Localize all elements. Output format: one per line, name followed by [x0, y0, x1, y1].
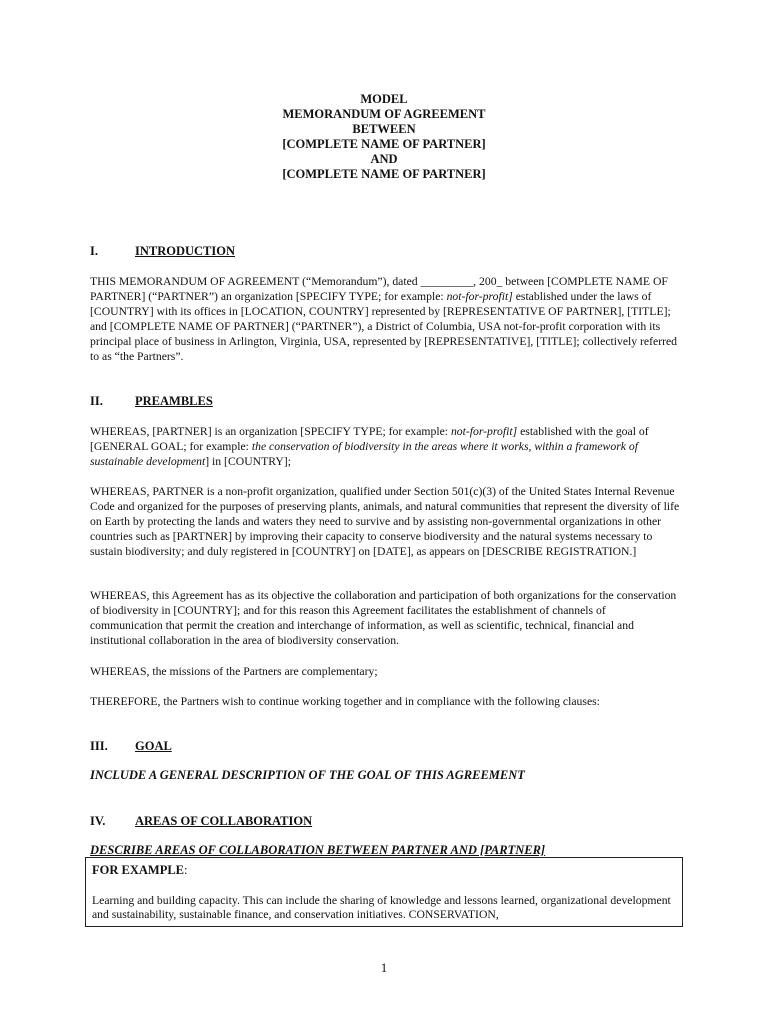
whereas-text-part: WHEREAS, [PARTNER] is an organization [SPECIFY TYPE; for example:: [90, 425, 451, 438]
section-heading-areas: [90, 814, 312, 829]
whereas-text-part: ] in [COUNTRY];: [205, 455, 291, 468]
section-title: PREAMBLES: [135, 394, 213, 408]
page-number: 1: [380, 960, 388, 975]
title-line-between: BETWEEN: [352, 122, 416, 136]
section-number: III.: [90, 739, 108, 753]
section-title: GOAL: [135, 739, 172, 753]
example-box-text: Learning and building capacity. This can include the sharing of knowledge and lessons learned, organizational development and sustainability, sustainable finance, and conservation initiatives. CONSERVATION,: [92, 894, 671, 921]
intro-text-part: established under the laws of [COUNTRY] with its offices in [LOCATION, COUNTRY] represented by [REPRESENTATIVE OF PARTNER], [TITLE]; and [COMPLETE NAME OF PARTNER] (“PARTNER”), a District of Columbia, USA not-for-profit corporation with its principal place of business in Arlington, Virginia, USA, represented by [REPRESENTATIVE], [TITLE]; collectively referred to as “the Partners”.: [90, 290, 678, 363]
title-line-and: AND: [370, 152, 398, 166]
section-heading-goal: [90, 739, 172, 754]
whereas-paragraph-2: WHEREAS, PARTNER is a non-profit organization, qualified under Section 501(c)(3) of the United States Internal Revenue Code and organized for the purposes of preserving plants, animals, and natural communities that represent the diversity of life on Earth by protecting the lands and waters they need to survive and by assisting non-governmental organizations in other countries such as [PARTNER] by improving their capacity to conserve biodiversity and the natural systems necessary to sustain biodiversity; and duly registered in [COUNTRY] on [DATE], as appears on [DESCRIBE REGISTRATION.]: [90, 485, 680, 558]
intro-text-part: THIS MEMORANDUM OF AGREEMENT (“Memorandum”), dated _________, 200_ between [COMPLETE NAME OF PARTNER] (“PARTNER”) an organization [SPECIFY TYPE; for example:: [90, 275, 668, 303]
therefore-paragraph: THEREFORE, the Partners wish to continue working together and in compliance with the following clauses:: [90, 695, 600, 708]
example-box: [85, 857, 683, 927]
title-line-model: MODEL: [360, 92, 408, 106]
example-heading-text: FOR EXAMPLE: [92, 863, 185, 877]
title-line-memorandum: MEMORANDUM OF AGREEMENT: [282, 107, 486, 121]
goal-instruction: INCLUDE A GENERAL DESCRIPTION OF THE GOAL OF THIS AGREEMENT: [90, 768, 525, 782]
section-title: AREAS OF COLLABORATION: [135, 814, 313, 828]
intro-italic-text: not-for-profit]: [446, 290, 513, 303]
section-number: II.: [90, 394, 103, 408]
whereas-italic-text: not-for-profit]: [450, 425, 518, 438]
whereas-paragraph-4: WHEREAS, the missions of the Partners are complementary;: [90, 665, 378, 678]
whereas-italic-text: the conservation of biodiversity in the areas where it works, within a framework of sustainable development: [90, 440, 638, 468]
section-heading-introduction: [90, 244, 235, 259]
section-title: INTRODUCTION: [135, 244, 236, 258]
whereas-paragraph-1: [90, 424, 680, 469]
section-number: IV.: [90, 814, 106, 828]
areas-instruction: DESCRIBE AREAS OF COLLABORATION BETWEEN PARTNER AND [PARTNER]: [90, 843, 546, 857]
section-heading-preambles: [90, 394, 213, 409]
document-title-block: [0, 92, 768, 182]
intro-paragraph: [90, 274, 680, 364]
whereas-paragraph-3: WHEREAS, this Agreement has as its objective the collaboration and participation of both organizations for the conservation of biodiversity in [COUNTRY]; and for this reason this Agreement facilitates the establishment of channels of communication that permit the creation and interchange of information, as well as scientific, technical, financial and institutional collaboration in the area of biodiversity conservation.: [90, 589, 677, 647]
section-number: I.: [90, 244, 98, 258]
whereas-text-part: established with the goal of [GENERAL GOAL; for example:: [90, 425, 649, 453]
example-box-heading: [92, 863, 188, 878]
example-heading-colon: :: [184, 863, 188, 877]
title-line-partner-2: [COMPLETE NAME OF PARTNER]: [282, 167, 486, 181]
title-line-partner-1: [COMPLETE NAME OF PARTNER]: [282, 137, 486, 151]
